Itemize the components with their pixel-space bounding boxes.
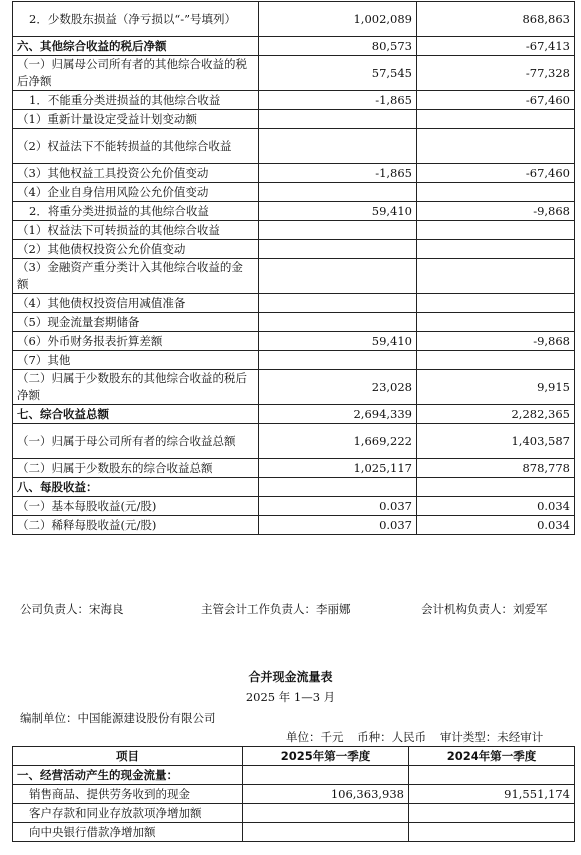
value-2025 xyxy=(259,478,417,497)
table-row xyxy=(13,56,575,91)
row-label: （4）企业自身信用风险公允价值变动 xyxy=(13,183,259,202)
value-2025: 23,028 xyxy=(259,370,417,405)
cashflow-body xyxy=(13,766,575,842)
value-2024: -9,868 xyxy=(417,332,575,351)
row-label: （一）基本每股收益(元/股) xyxy=(13,497,259,516)
table-row xyxy=(13,221,575,240)
table-row xyxy=(13,766,575,785)
value-2025: 1,669,222 xyxy=(259,424,417,459)
table-row xyxy=(13,294,575,313)
table-row xyxy=(13,478,575,497)
row-label: （二）归属于少数股东的综合收益总额 xyxy=(13,459,259,478)
value-2025 xyxy=(259,183,417,202)
row-label: （6）外币财务报表折算差额 xyxy=(13,332,259,351)
value-2025 xyxy=(259,294,417,313)
income-statement-table xyxy=(12,1,575,535)
row-label: （一）归属于母公司所有者的综合收益总额 xyxy=(13,424,259,459)
value-2025 xyxy=(243,804,409,823)
table-row xyxy=(13,497,575,516)
row-label: 2．少数股东损益（净亏损以“-”号填列） xyxy=(13,2,259,37)
value-2025: 0.037 xyxy=(259,516,417,535)
cashflow-header-row xyxy=(13,747,575,766)
row-label: 2．将重分类进损益的其他综合收益 xyxy=(13,202,259,221)
value-2024 xyxy=(417,110,575,129)
table-row xyxy=(13,351,575,370)
cashflow-period: 2025 年 1—3 月 xyxy=(245,690,336,704)
value-2024 xyxy=(409,766,575,785)
row-label: （二）稀释每股收益(元/股) xyxy=(13,516,259,535)
value-2025: -1,865 xyxy=(259,164,417,183)
value-2025 xyxy=(259,351,417,370)
value-2024: -67,460 xyxy=(417,164,575,183)
table-row xyxy=(13,823,575,842)
value-2024 xyxy=(417,294,575,313)
cashflow-table xyxy=(12,746,575,842)
value-2024 xyxy=(417,259,575,294)
value-2024: -9,868 xyxy=(417,202,575,221)
row-label: 1．不能重分类进损益的其他综合收益 xyxy=(13,91,259,110)
value-2024: 1,403,587 xyxy=(417,424,575,459)
value-2025: 1,025,117 xyxy=(259,459,417,478)
accounting-head-signature: 主管会计工作负责人：李丽娜 xyxy=(201,602,351,616)
header-2025q1: 2025年第一季度 xyxy=(243,747,409,766)
table-row xyxy=(13,370,575,405)
value-2024: -77,328 xyxy=(417,56,575,91)
value-2025 xyxy=(259,313,417,332)
cashflow-preparer: 编制单位：中国能源建设股份有限公司 xyxy=(20,711,216,725)
value-2025: 2,694,339 xyxy=(259,405,417,424)
row-label: 向中央银行借款净增加额 xyxy=(13,823,243,842)
row-label: （3）其他权益工具投资公允价值变动 xyxy=(13,164,259,183)
header-2024q1: 2024年第一季度 xyxy=(409,747,575,766)
row-label: 八、每股收益： xyxy=(13,478,259,497)
value-2024 xyxy=(417,313,575,332)
row-label: （7）其他 xyxy=(13,351,259,370)
value-2024 xyxy=(417,478,575,497)
value-2025 xyxy=(259,129,417,164)
value-2025: 57,545 xyxy=(259,56,417,91)
value-2024: -67,413 xyxy=(417,37,575,56)
value-2024: 2,282,365 xyxy=(417,405,575,424)
row-label: （1）权益法下可转损益的其他综合收益 xyxy=(13,221,259,240)
table-row xyxy=(13,183,575,202)
table-row xyxy=(13,2,575,37)
value-2025: 106,363,938 xyxy=(243,785,409,804)
row-label: （2）其他债权投资公允价值变动 xyxy=(13,240,259,259)
accounting-org-head-signature: 会计机构负责人：刘爱军 xyxy=(421,602,548,616)
value-2025 xyxy=(243,766,409,785)
table-row xyxy=(13,240,575,259)
table-row xyxy=(13,164,575,183)
value-2025 xyxy=(259,240,417,259)
row-label: 销售商品、提供劳务收到的现金 xyxy=(13,785,243,804)
value-2024 xyxy=(417,240,575,259)
value-2024 xyxy=(417,221,575,240)
row-label: （4）其他债权投资信用减值准备 xyxy=(13,294,259,313)
value-2025: -1,865 xyxy=(259,91,417,110)
row-label: （二）归属于少数股东的其他综合收益的税后净额 xyxy=(13,370,259,405)
value-2024: -67,460 xyxy=(417,91,575,110)
table-row xyxy=(13,37,575,56)
table-row xyxy=(13,516,575,535)
table-row xyxy=(13,424,575,459)
value-2024: 0.034 xyxy=(417,516,575,535)
value-2025 xyxy=(259,110,417,129)
table-row xyxy=(13,785,575,804)
row-label: （2）权益法下不能转损益的其他综合收益 xyxy=(13,129,259,164)
value-2025 xyxy=(243,823,409,842)
value-2024 xyxy=(417,129,575,164)
table-row xyxy=(13,91,575,110)
row-label: （1）重新计量设定受益计划变动额 xyxy=(13,110,259,129)
value-2024 xyxy=(409,804,575,823)
income-statement-body xyxy=(13,2,575,535)
value-2025 xyxy=(259,221,417,240)
value-2025: 1,002,089 xyxy=(259,2,417,37)
row-label: 七、综合收益总额 xyxy=(13,405,259,424)
table-row xyxy=(13,110,575,129)
value-2025: 80,573 xyxy=(259,37,417,56)
table-row xyxy=(13,259,575,294)
row-label: （5）现金流量套期储备 xyxy=(13,313,259,332)
value-2025 xyxy=(259,259,417,294)
value-2024: 0.034 xyxy=(417,497,575,516)
company-head-signature: 公司负责人：宋海良 xyxy=(20,602,124,616)
table-row xyxy=(13,804,575,823)
unit-label: 单位：千元 xyxy=(286,730,344,744)
table-row xyxy=(13,129,575,164)
value-2024: 878,778 xyxy=(417,459,575,478)
table-row xyxy=(13,313,575,332)
value-2025: 59,410 xyxy=(259,332,417,351)
table-row xyxy=(13,459,575,478)
cashflow-title: 合并现金流量表 xyxy=(248,670,333,684)
cashflow-unit-line xyxy=(286,729,553,745)
value-2024: 9,915 xyxy=(417,370,575,405)
table-row xyxy=(13,405,575,424)
table-row xyxy=(13,332,575,351)
value-2025: 59,410 xyxy=(259,202,417,221)
audit-type-label: 审计类型：未经审计 xyxy=(439,730,544,744)
row-label: 客户存款和同业存放款项净增加额 xyxy=(13,804,243,823)
row-label: 一、经营活动产生的现金流量： xyxy=(13,766,243,785)
header-item: 项目 xyxy=(13,747,243,766)
value-2024: 868,863 xyxy=(417,2,575,37)
currency-label: 币种：人民币 xyxy=(357,730,427,744)
table-row xyxy=(13,202,575,221)
value-2024 xyxy=(417,351,575,370)
value-2024 xyxy=(409,823,575,842)
row-label: 六、其他综合收益的税后净额 xyxy=(13,37,259,56)
row-label: （一）归属母公司所有者的其他综合收益的税后净额 xyxy=(13,56,259,91)
row-label: （3）金融资产重分类计入其他综合收益的金额 xyxy=(13,259,259,294)
value-2024 xyxy=(417,183,575,202)
value-2024: 91,551,174 xyxy=(409,785,575,804)
value-2025: 0.037 xyxy=(259,497,417,516)
